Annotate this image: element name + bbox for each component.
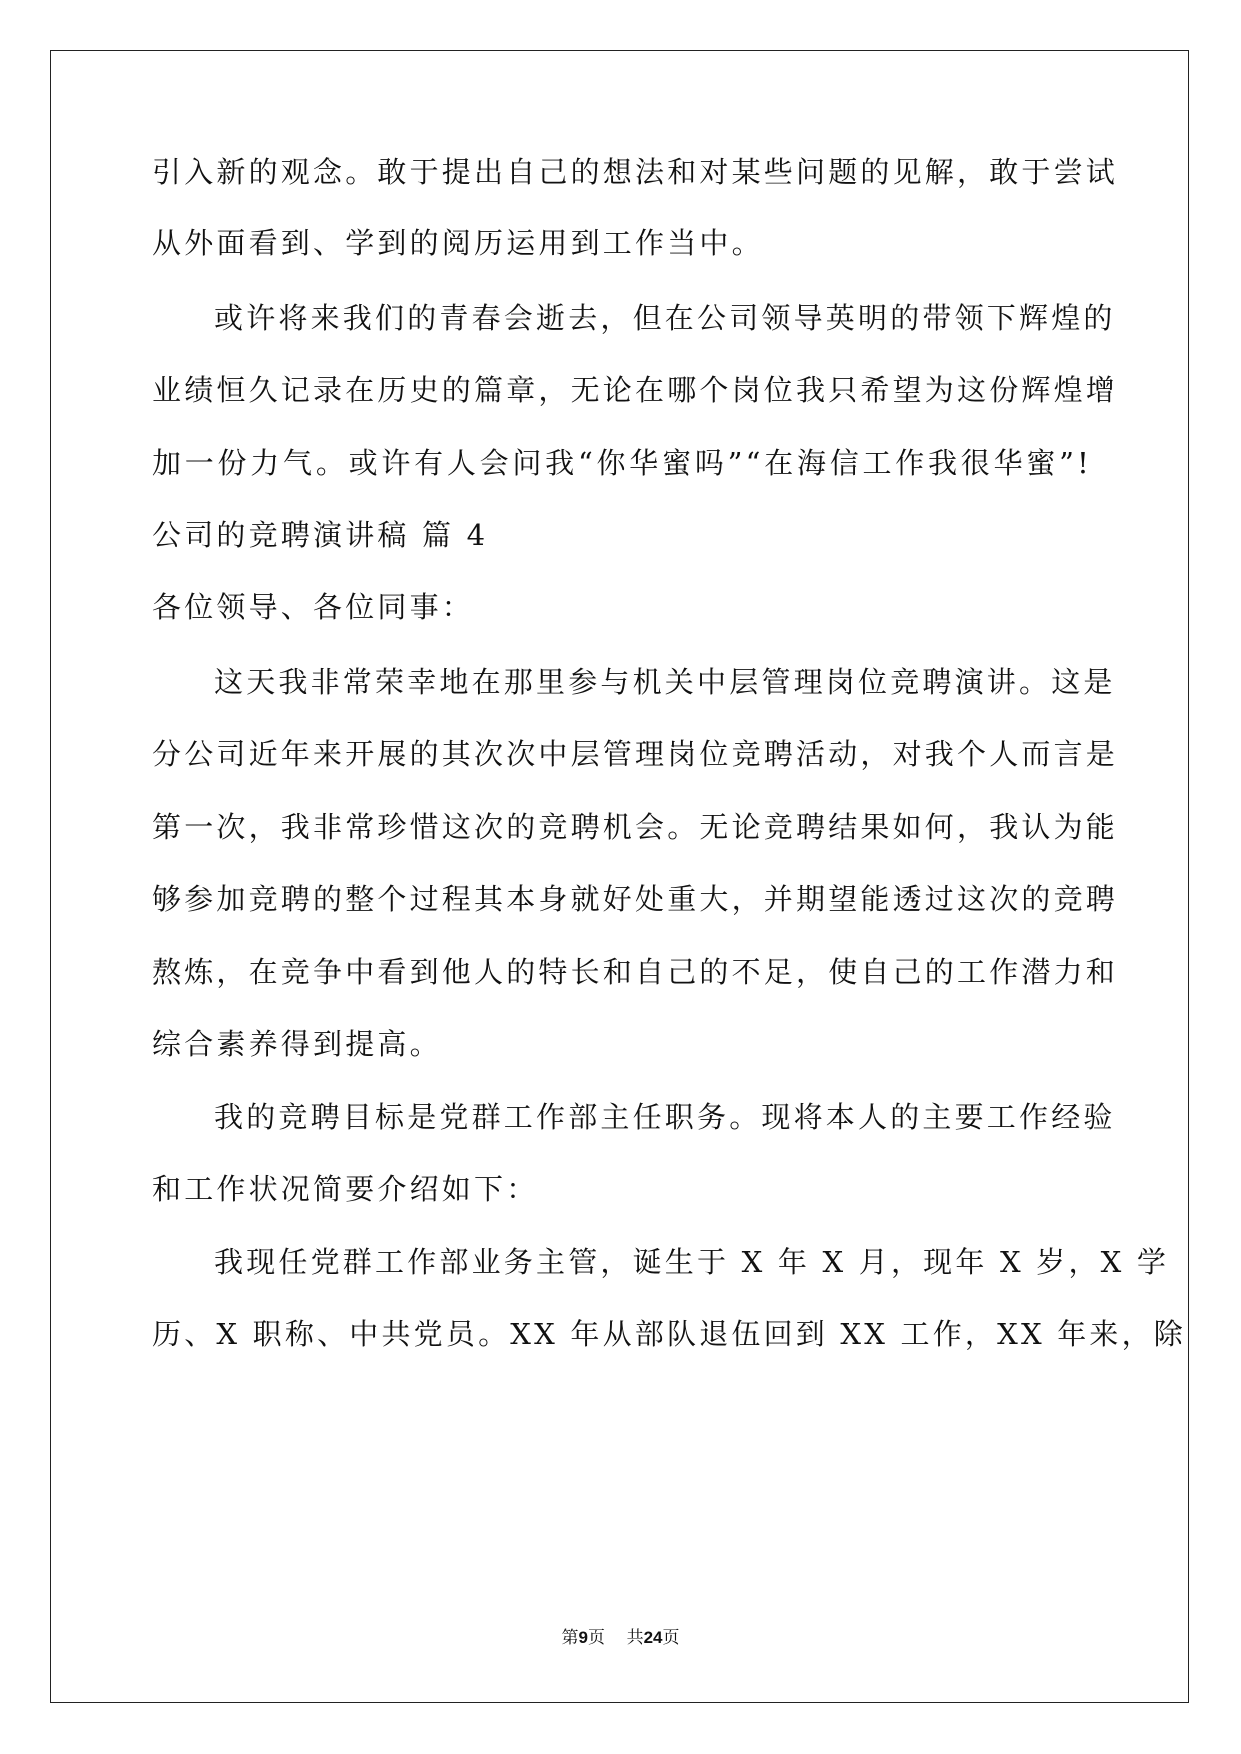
footer-total-prefix: 共 xyxy=(626,1628,644,1648)
footer-total-pages: 24 xyxy=(643,1628,663,1647)
body-line-6: 这天我非常荣幸地在那里参与机关中层管理岗位竞聘演讲。这是 xyxy=(214,665,1116,699)
body-line-4: 业绩恒久记录在历史的篇章，无论在哪个岗位我只希望为这份辉煌增 xyxy=(152,373,1119,407)
body-line-5: 加一份力气。或许有人会问我“你华蜜吗”“在海信工作我很华蜜”! xyxy=(152,446,1092,480)
body-line-13: 和工作状况简要介绍如下： xyxy=(152,1172,539,1206)
footer-total-unit: 页 xyxy=(662,1628,680,1648)
body-line-14: 我现任党群工作部业务主管，诞生于 X 年 X 月，现年 X 岁，X 学 xyxy=(214,1245,1170,1279)
body-line-3: 或许将来我们的青春会逝去，但在公司领导英明的带领下辉煌的 xyxy=(214,301,1116,335)
body-line-15: 历、X 职称、中共党员。XX 年从部队退伍回到 XX 工作，XX 年来，除 xyxy=(152,1317,1187,1351)
body-line-1: 引入新的观念。敢于提出自己的想法和对某些问题的见解，敢于尝试 xyxy=(152,155,1119,189)
footer-page-unit: 页 xyxy=(587,1628,605,1648)
salutation: 各位领导、各位同事： xyxy=(152,590,475,624)
body-line-11: 综合素养得到提高。 xyxy=(152,1027,442,1061)
section-heading: 公司的竞聘演讲稿 篇 4 xyxy=(152,518,489,552)
body-line-8: 第一次，我非常珍惜这次的竞聘机会。无论竞聘结果如何，我认为能 xyxy=(152,810,1119,844)
body-line-12: 我的竞聘目标是党群工作部主任职务。现将本人的主要工作经验 xyxy=(214,1100,1116,1134)
body-line-2: 从外面看到、学到的阅历运用到工作当中。 xyxy=(152,226,764,260)
page-footer xyxy=(0,1626,1241,1650)
footer-prefix: 第 xyxy=(561,1628,579,1648)
body-line-7: 分公司近年来开展的其次次中层管理岗位竞聘活动，对我个人而言是 xyxy=(152,737,1119,771)
footer-current-page: 9 xyxy=(578,1628,588,1647)
body-line-9: 够参加竞聘的整个过程其本身就好处重大，并期望能透过这次的竞聘 xyxy=(152,882,1119,916)
body-line-10: 熬炼，在竞争中看到他人的特长和自己的不足，使自己的工作潜力和 xyxy=(152,955,1119,989)
